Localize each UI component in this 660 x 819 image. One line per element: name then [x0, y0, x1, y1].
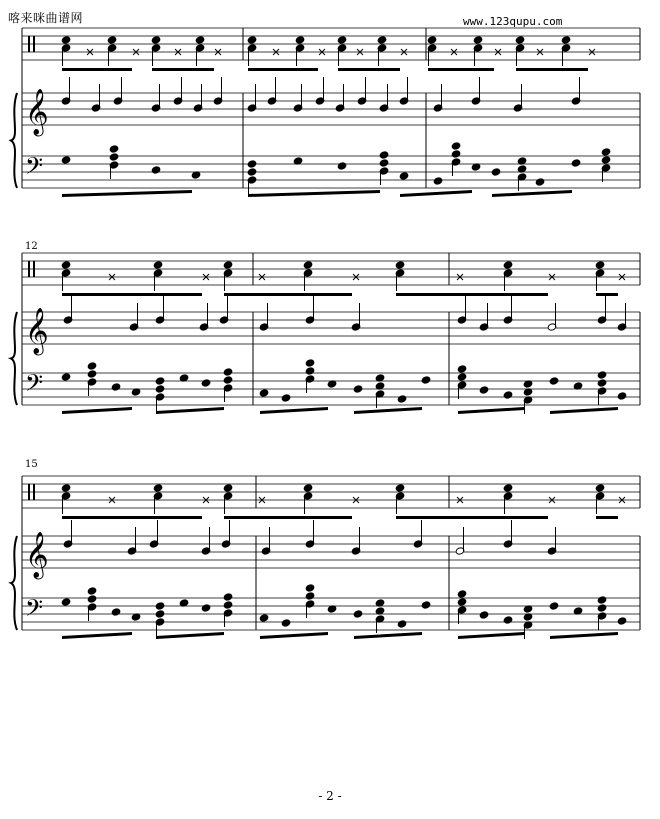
- beam: [492, 190, 572, 197]
- notehead: [151, 166, 161, 174]
- notehead: [153, 484, 163, 492]
- notehead: [451, 142, 461, 150]
- beam: [596, 293, 618, 296]
- notehead: [491, 168, 501, 176]
- notehead: [337, 162, 347, 170]
- notehead: [87, 370, 97, 378]
- notehead: [503, 484, 513, 492]
- notehead: [597, 379, 607, 387]
- notehead: [247, 168, 257, 176]
- notehead: [155, 385, 165, 393]
- beam: [396, 293, 548, 296]
- notehead: [503, 391, 513, 399]
- notehead: [87, 587, 97, 595]
- notehead: [111, 608, 121, 616]
- notehead: [61, 156, 71, 164]
- notehead: [457, 598, 467, 606]
- notehead: [421, 601, 431, 609]
- notehead: [397, 620, 407, 628]
- system-2-brace: [11, 312, 17, 405]
- notehead: [561, 36, 571, 44]
- beam: [224, 293, 352, 296]
- site-watermark-left: 喀来咪曲谱网: [8, 11, 84, 25]
- notehead: [395, 484, 405, 492]
- beam: [248, 68, 318, 71]
- system-3-measure-number: 15: [25, 459, 38, 470]
- beam: [596, 516, 618, 519]
- notehead: [223, 368, 233, 376]
- beam: [458, 407, 524, 414]
- notehead: [223, 593, 233, 601]
- notehead: [353, 385, 363, 393]
- bass-clef: 𝄢: [25, 594, 44, 627]
- beam: [338, 68, 400, 71]
- notehead: [571, 159, 581, 167]
- beam: [156, 407, 224, 414]
- notehead: [61, 36, 71, 44]
- notehead: [305, 367, 315, 375]
- notehead: [303, 261, 313, 269]
- beam: [354, 407, 422, 414]
- notehead: [201, 604, 211, 612]
- beam: [62, 293, 202, 296]
- notehead: [397, 395, 407, 403]
- notehead: [601, 156, 611, 164]
- notehead: [223, 601, 233, 609]
- notehead: [305, 592, 315, 600]
- percussion-clef: [33, 261, 35, 277]
- notehead: [479, 386, 489, 394]
- notehead: [151, 36, 161, 44]
- percussion-clef: [28, 261, 30, 277]
- notehead: [61, 598, 71, 606]
- notehead: [601, 148, 611, 156]
- beam: [428, 68, 494, 71]
- notehead: [223, 484, 233, 492]
- notehead: [61, 373, 71, 381]
- beam: [260, 407, 328, 414]
- notehead: [595, 484, 605, 492]
- notehead: [515, 36, 525, 44]
- notehead: [111, 383, 121, 391]
- notehead: [259, 389, 269, 397]
- notehead: [379, 159, 389, 167]
- notehead: [201, 379, 211, 387]
- notehead: [549, 602, 559, 610]
- notehead: [457, 590, 467, 598]
- notehead: [109, 145, 119, 153]
- notehead: [617, 392, 627, 400]
- notehead: [353, 610, 363, 618]
- notehead: [295, 36, 305, 44]
- beam: [62, 516, 202, 519]
- notehead: [427, 36, 437, 44]
- beam: [354, 632, 422, 639]
- treble-clef: 𝄞: [25, 308, 49, 354]
- beam: [550, 632, 618, 639]
- notehead: [155, 602, 165, 610]
- beam: [156, 632, 224, 639]
- bass-clef: 𝄢: [25, 152, 44, 185]
- notehead: [617, 617, 627, 625]
- notehead: [223, 261, 233, 269]
- notehead: [303, 484, 313, 492]
- notehead: [457, 373, 467, 381]
- notehead: [281, 619, 291, 627]
- notehead: [195, 36, 205, 44]
- notehead: [549, 377, 559, 385]
- beam: [458, 632, 524, 639]
- beam: [516, 68, 588, 71]
- percussion-clef: [28, 36, 30, 52]
- notehead: [457, 365, 467, 373]
- notehead: [399, 172, 409, 180]
- system-1-brace: [11, 93, 17, 188]
- notehead: [479, 611, 489, 619]
- notehead: [153, 261, 163, 269]
- system-3-brace: [11, 536, 17, 630]
- bass-clef: 𝄢: [25, 369, 44, 402]
- notehead: [155, 377, 165, 385]
- notehead: [247, 36, 257, 44]
- notehead: [281, 394, 291, 402]
- notehead: [223, 376, 233, 384]
- beam: [62, 68, 132, 71]
- notehead: [377, 36, 387, 44]
- system-2-measure-number: 12: [25, 241, 38, 252]
- notehead: [109, 153, 119, 161]
- notehead: [595, 261, 605, 269]
- beam: [62, 407, 132, 414]
- notehead: [87, 595, 97, 603]
- page-number: - 2 -: [318, 789, 342, 803]
- notehead: [535, 178, 545, 186]
- notehead: [87, 362, 97, 370]
- beam: [248, 190, 380, 197]
- notehead: [305, 359, 315, 367]
- notehead: [421, 376, 431, 384]
- notehead: [61, 261, 71, 269]
- beam: [62, 190, 192, 197]
- notehead: [259, 614, 269, 622]
- treble-clef: 𝄞: [25, 89, 49, 135]
- notehead: [379, 151, 389, 159]
- notehead: [451, 150, 461, 158]
- notehead: [61, 484, 71, 492]
- notehead: [473, 36, 483, 44]
- beam: [62, 632, 132, 639]
- notehead: [433, 177, 443, 185]
- site-watermark-url: www.123qupu.com: [463, 15, 563, 28]
- percussion-clef: [28, 484, 30, 500]
- beam: [396, 516, 548, 519]
- notehead: [597, 604, 607, 612]
- beam: [550, 407, 618, 414]
- percussion-clef: [33, 484, 35, 500]
- notehead: [155, 610, 165, 618]
- notehead: [597, 371, 607, 379]
- notehead: [597, 596, 607, 604]
- beam: [224, 516, 352, 519]
- notehead: [337, 36, 347, 44]
- notehead: [107, 36, 117, 44]
- beam: [400, 190, 472, 197]
- notehead: [305, 584, 315, 592]
- notehead: [503, 616, 513, 624]
- treble-clef: 𝄞: [25, 532, 49, 578]
- notehead: [395, 261, 405, 269]
- notehead: [247, 160, 257, 168]
- notehead: [503, 261, 513, 269]
- beam: [152, 68, 214, 71]
- percussion-clef: [33, 36, 35, 52]
- beam: [260, 632, 328, 639]
